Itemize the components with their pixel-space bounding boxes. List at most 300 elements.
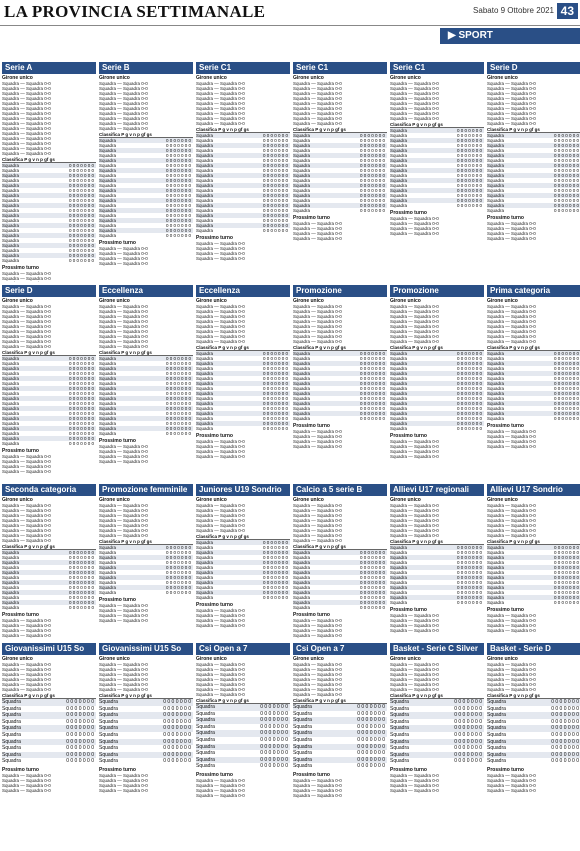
next-round-text: Squadra — Squadra 0-0	[99, 444, 148, 449]
team-name: Squadra	[196, 750, 215, 757]
team-name: Squadra	[2, 575, 20, 580]
team-name: Squadra	[293, 381, 311, 386]
page-number: 43	[557, 3, 578, 19]
next-round-text: Squadra — Squadra 0-0	[390, 613, 439, 618]
league-column	[293, 643, 387, 848]
table-row	[293, 744, 387, 751]
team-name: Squadra	[293, 208, 311, 213]
standings-table	[487, 133, 580, 213]
standings-header: Classifica P g v n p gf gs	[293, 345, 387, 351]
team-name: Squadra	[390, 366, 408, 371]
league-column	[196, 62, 290, 282]
team-stats: 0 0 0 0 0 0 0	[359, 366, 385, 371]
result-line: Squadra — Squadra 0-0	[390, 101, 439, 106]
results-row	[2, 285, 578, 481]
team-name: Squadra	[487, 376, 505, 381]
team-stats: 0 0 0 0 0 0 0	[68, 218, 94, 223]
team-stats: 0 0 0 0 0 0 0	[165, 575, 191, 580]
team-stats: 0 0 0 0 0 0 0	[553, 198, 579, 203]
team-stats: 0 0 0 0 0 0 0	[456, 396, 482, 401]
team-name: Squadra	[99, 718, 118, 725]
team-name: Squadra	[2, 431, 20, 436]
team-stats: 0 0 0 0 0 0 0	[260, 743, 288, 750]
result-line: Squadra — Squadra 0-0	[99, 81, 148, 86]
result-line: Squadra — Squadra 0-0	[99, 687, 148, 692]
next-round-label: Prossimo turno	[293, 612, 330, 618]
result-line: Squadra — Squadra 0-0	[390, 533, 439, 538]
team-stats: 0 0 0 0 0 0 0	[262, 371, 288, 376]
team-name: Squadra	[2, 361, 20, 366]
team-stats: 0 0 0 0 0 0 0	[165, 138, 191, 143]
table-row	[487, 706, 580, 713]
team-stats: 0 0 0 0 0 0 0	[262, 193, 288, 198]
table-row	[293, 704, 387, 711]
team-name: Squadra	[487, 138, 505, 143]
team-stats: 0 0 0 0 0 0 0	[454, 712, 482, 719]
table-row	[390, 699, 484, 706]
round-label: Girone unico	[2, 656, 33, 662]
team-stats: 0 0 0 0 0 0 0	[262, 396, 288, 401]
result-line: Squadra — Squadra 0-0	[196, 111, 245, 116]
team-name: Squadra	[196, 401, 214, 406]
result-line: Squadra — Squadra 0-0	[487, 116, 536, 121]
team-stats: 0 0 0 0 0 0 0	[165, 560, 191, 565]
team-name: Squadra	[293, 580, 311, 585]
result-line: Squadra — Squadra 0-0	[99, 667, 148, 672]
team-stats: 0 0 0 0 0 0 0	[163, 758, 191, 765]
team-stats: 0 0 0 0 0 0 0	[165, 173, 191, 178]
next-round-text: Squadra — Squadra 0-0	[196, 454, 245, 459]
result-line: Squadra — Squadra 0-0	[293, 324, 342, 329]
team-stats: 0 0 0 0 0 0 0	[165, 361, 191, 366]
round-label: Girone unico	[487, 75, 518, 81]
standings-header: Classifica P g v n p gf gs	[196, 127, 290, 133]
team-name: Squadra	[487, 193, 505, 198]
team-stats: 0 0 0 0 0 0 0	[68, 356, 94, 361]
team-name: Squadra	[2, 253, 20, 258]
next-round-label: Prossimo turno	[196, 771, 233, 778]
table-row	[390, 739, 484, 746]
next-round-label: Prossimo turno	[390, 766, 427, 773]
league-column	[293, 62, 387, 282]
team-stats: 0 0 0 0 0 0 0	[551, 705, 579, 712]
team-stats: 0 0 0 0 0 0 0	[359, 381, 385, 386]
team-name: Squadra	[99, 153, 117, 158]
team-stats: 0 0 0 0 0 0 0	[553, 356, 579, 361]
team-name: Squadra	[2, 705, 21, 712]
team-stats: 0 0 0 0 0 0 0	[454, 705, 482, 712]
result-line: Squadra — Squadra 0-0	[2, 126, 51, 131]
team-stats: 0 0 0 0 0 0 0	[456, 421, 482, 426]
next-round-text: Squadra — Squadra 0-0	[487, 613, 536, 618]
team-name: Squadra	[487, 391, 505, 396]
team-stats: 0 0 0 0 0 0 0	[456, 560, 482, 565]
table-row	[196, 228, 290, 233]
team-name: Squadra	[390, 545, 408, 550]
next-round-text	[2, 281, 96, 282]
team-name: Squadra	[2, 436, 20, 441]
team-stats: 0 0 0 0 0 0 0	[553, 580, 579, 585]
team-stats: 0 0 0 0 0 0 0	[262, 366, 288, 371]
team-name: Squadra	[487, 590, 505, 595]
team-name: Squadra	[487, 555, 505, 560]
round-label: Girone unico	[390, 75, 421, 81]
result-line: Squadra — Squadra 0-0	[2, 513, 51, 518]
league-title: Promozione	[390, 285, 484, 297]
team-name: Squadra	[99, 213, 117, 218]
result-line: Squadra — Squadra 0-0	[487, 687, 536, 692]
standings-header: Classifica P g v n p gf gs	[487, 127, 580, 133]
team-stats: 0 0 0 0 0 0 0	[553, 595, 579, 600]
result-line: Squadra — Squadra 0-0	[390, 96, 439, 101]
team-stats: 0 0 0 0 0 0 0	[262, 153, 288, 158]
team-name: Squadra	[196, 198, 214, 203]
team-name: Squadra	[2, 218, 20, 223]
team-stats: 0 0 0 0 0 0 0	[262, 555, 288, 560]
team-stats: 0 0 0 0 0 0 0	[357, 717, 385, 724]
team-stats: 0 0 0 0 0 0 0	[66, 718, 94, 725]
next-round-text: Squadra — Squadra 0-0	[2, 276, 51, 281]
next-round-label: Prossimo turno	[196, 235, 233, 241]
team-stats: 0 0 0 0 0 0 0	[262, 351, 288, 356]
team-name: Squadra	[2, 745, 21, 752]
next-round-text: Squadra — Squadra 0-0	[2, 464, 51, 469]
result-line: Squadra — Squadra 0-0	[99, 111, 148, 116]
team-name: Squadra	[390, 600, 408, 605]
league-title: Promozione	[293, 285, 387, 297]
team-name: Squadra	[293, 183, 311, 188]
team-name: Squadra	[2, 600, 20, 605]
league-column	[487, 643, 580, 848]
result-line: Squadra — Squadra 0-0	[487, 314, 536, 319]
team-name: Squadra	[390, 153, 408, 158]
result-line: Squadra — Squadra 0-0	[390, 309, 439, 314]
result-line: Squadra — Squadra 0-0	[99, 126, 148, 131]
team-name: Squadra	[390, 555, 408, 560]
next-round-text: Squadra — Squadra 0-0	[2, 772, 51, 778]
next-round-text: Squadra — Squadra 0-0	[390, 231, 439, 236]
team-name: Squadra	[293, 575, 311, 580]
result-line: Squadra — Squadra 0-0	[390, 314, 439, 319]
next-round-text: Squadra — Squadra 0-0	[293, 628, 342, 633]
team-name: Squadra	[487, 550, 505, 555]
team-name: Squadra	[196, 371, 214, 376]
team-name: Squadra	[2, 605, 20, 610]
result-line: Squadra — Squadra 0-0	[293, 667, 342, 672]
team-name: Squadra	[390, 168, 408, 173]
next-round-text: Squadra — Squadra 0-0	[293, 792, 342, 798]
result-line: Squadra — Squadra 0-0	[390, 116, 439, 121]
team-stats: 0 0 0 0 0 0 0	[359, 173, 385, 178]
team-stats: 0 0 0 0 0 0 0	[357, 756, 385, 763]
team-name: Squadra	[487, 366, 505, 371]
result-line: Squadra — Squadra 0-0	[293, 513, 342, 518]
result-line: Squadra — Squadra 0-0	[390, 319, 439, 324]
result-line: Squadra — Squadra 0-0	[99, 314, 148, 319]
team-name: Squadra	[390, 148, 408, 153]
team-stats: 0 0 0 0 0 0 0	[553, 173, 579, 178]
team-name: Squadra	[2, 193, 20, 198]
league-column	[390, 285, 484, 481]
team-name: Squadra	[2, 712, 21, 719]
league-column	[2, 285, 96, 481]
team-name: Squadra	[99, 550, 117, 555]
team-stats: 0 0 0 0 0 0 0	[359, 356, 385, 361]
league-title: Serie D	[487, 62, 580, 74]
team-name: Squadra	[2, 570, 20, 575]
team-name: Squadra	[487, 738, 506, 745]
team-name: Squadra	[487, 575, 505, 580]
team-name: Squadra	[99, 426, 117, 431]
result-line: Squadra — Squadra 0-0	[390, 304, 439, 309]
league-column	[99, 484, 193, 640]
next-round-text: Squadra — Squadra 0-0	[99, 782, 148, 788]
team-name: Squadra	[196, 213, 214, 218]
team-stats: 0 0 0 0 0 0 0	[551, 699, 579, 705]
result-line: Squadra — Squadra 0-0	[2, 508, 51, 513]
team-name: Squadra	[390, 371, 408, 376]
league-title: Juniores U19 Sondrio	[196, 484, 290, 496]
result-line: Squadra — Squadra 0-0	[487, 121, 536, 126]
team-name: Squadra	[293, 763, 312, 770]
team-name: Squadra	[293, 416, 311, 421]
result-line: Squadra — Squadra 0-0	[293, 533, 342, 538]
team-name: Squadra	[196, 158, 214, 163]
result-line: Squadra — Squadra 0-0	[293, 314, 342, 319]
standings-table	[196, 133, 290, 233]
result-line: Squadra — Squadra 0-0	[196, 329, 245, 334]
table-row	[487, 752, 580, 759]
team-stats: 0 0 0 0 0 0 0	[262, 590, 288, 595]
result-line: Squadra — Squadra 0-0	[99, 334, 148, 339]
team-stats: 0 0 0 0 0 0 0	[551, 738, 579, 745]
team-name: Squadra	[390, 401, 408, 406]
team-stats: 0 0 0 0 0 0 0	[165, 381, 191, 386]
team-name: Squadra	[196, 421, 214, 426]
team-name: Squadra	[293, 366, 311, 371]
team-name: Squadra	[293, 198, 311, 203]
result-line: Squadra — Squadra 0-0	[487, 503, 536, 508]
team-name: Squadra	[196, 208, 214, 213]
team-name: Squadra	[390, 560, 408, 565]
results-row	[2, 62, 578, 282]
team-stats: 0 0 0 0 0 0 0	[553, 391, 579, 396]
team-stats: 0 0 0 0 0 0 0	[165, 376, 191, 381]
page-header	[0, 0, 580, 26]
team-stats: 0 0 0 0 0 0 0	[454, 731, 482, 738]
team-stats: 0 0 0 0 0 0 0	[551, 725, 579, 732]
result-line: Squadra — Squadra 0-0	[2, 106, 51, 111]
team-name: Squadra	[293, 148, 311, 153]
team-stats: 0 0 0 0 0 0 0	[456, 143, 482, 148]
team-name: Squadra	[487, 545, 505, 550]
next-round-text: Squadra — Squadra 0-0	[99, 251, 148, 256]
team-stats: 0 0 0 0 0 0 0	[68, 198, 94, 203]
result-line: Squadra — Squadra 0-0	[390, 81, 439, 86]
next-round-text: Squadra — Squadra 0-0	[293, 623, 342, 628]
team-name: Squadra	[487, 168, 505, 173]
team-name: Squadra	[487, 183, 505, 188]
team-name: Squadra	[196, 710, 215, 717]
team-name: Squadra	[390, 396, 408, 401]
result-line: Squadra — Squadra 0-0	[196, 523, 245, 528]
next-round-text: Squadra — Squadra 0-0	[2, 787, 51, 793]
standings-table	[196, 351, 290, 431]
team-name: Squadra	[2, 731, 21, 738]
team-stats: 0 0 0 0 0 0 0	[553, 376, 579, 381]
team-name: Squadra	[99, 575, 117, 580]
league-title: Serie D	[2, 285, 96, 297]
team-stats: 0 0 0 0 0 0 0	[68, 188, 94, 193]
result-line: Squadra — Squadra 0-0	[487, 662, 536, 667]
table-row	[196, 595, 290, 600]
next-round-label: Prossimo turno	[196, 602, 233, 608]
result-line: Squadra — Squadra 0-0	[293, 319, 342, 324]
team-name: Squadra	[196, 560, 214, 565]
table-row	[2, 706, 96, 713]
round-label: Girone unico	[99, 75, 130, 81]
table-row	[487, 725, 580, 732]
team-name: Squadra	[2, 381, 20, 386]
team-stats: 0 0 0 0 0 0 0	[359, 183, 385, 188]
team-name: Squadra	[99, 168, 117, 173]
next-round-text: Squadra — Squadra 0-0	[390, 618, 439, 623]
result-line: Squadra — Squadra 0-0	[487, 508, 536, 513]
team-name: Squadra	[487, 731, 506, 738]
table-row	[99, 431, 193, 436]
result-line: Squadra — Squadra 0-0	[293, 96, 342, 101]
team-stats: 0 0 0 0 0 0 0	[165, 391, 191, 396]
standings-table	[390, 351, 484, 431]
result-line: Squadra — Squadra 0-0	[487, 334, 536, 339]
team-stats: 0 0 0 0 0 0 0	[163, 738, 191, 745]
team-stats: 0 0 0 0 0 0 0	[262, 163, 288, 168]
team-stats: 0 0 0 0 0 0 0	[68, 208, 94, 213]
next-round-text: Squadra — Squadra 0-0	[99, 246, 148, 251]
team-stats: 0 0 0 0 0 0 0	[68, 590, 94, 595]
next-round-text: Squadra — Squadra 0-0	[293, 444, 342, 449]
next-round-label: Prossimo turno	[99, 240, 136, 246]
team-name: Squadra	[487, 745, 506, 752]
next-round-text: Squadra — Squadra 0-0	[487, 628, 536, 633]
team-name: Squadra	[2, 595, 20, 600]
table-row	[2, 441, 96, 446]
next-round-text: Squadra — Squadra 0-0	[196, 787, 245, 793]
team-stats: 0 0 0 0 0 0 0	[68, 178, 94, 183]
team-name: Squadra	[99, 198, 117, 203]
team-stats: 0 0 0 0 0 0 0	[66, 738, 94, 745]
team-name: Squadra	[293, 153, 311, 158]
team-name: Squadra	[293, 386, 311, 391]
result-line: Squadra — Squadra 0-0	[196, 319, 245, 324]
team-stats: 0 0 0 0 0 0 0	[359, 361, 385, 366]
team-stats: 0 0 0 0 0 0 0	[262, 218, 288, 223]
result-line: Squadra — Squadra 0-0	[293, 677, 342, 682]
result-line: Squadra — Squadra 0-0	[390, 667, 439, 672]
team-name: Squadra	[487, 699, 506, 705]
standings-table	[293, 133, 387, 213]
league-column	[487, 62, 580, 282]
team-stats: 0 0 0 0 0 0 0	[262, 401, 288, 406]
result-line: Squadra — Squadra 0-0	[487, 106, 536, 111]
round-label: Girone unico	[390, 497, 421, 503]
team-stats: 0 0 0 0 0 0 0	[456, 158, 482, 163]
team-stats: 0 0 0 0 0 0 0	[68, 555, 94, 560]
table-row	[390, 732, 484, 739]
team-name: Squadra	[2, 411, 20, 416]
team-name: Squadra	[390, 738, 409, 745]
team-stats: 0 0 0 0 0 0 0	[68, 233, 94, 238]
team-name: Squadra	[2, 406, 20, 411]
team-stats: 0 0 0 0 0 0 0	[456, 580, 482, 585]
team-name: Squadra	[99, 371, 117, 376]
team-name: Squadra	[390, 381, 408, 386]
result-line: Squadra — Squadra 0-0	[487, 86, 536, 91]
result-line: Squadra — Squadra 0-0	[390, 662, 439, 667]
team-stats: 0 0 0 0 0 0 0	[262, 213, 288, 218]
result-line: Squadra — Squadra 0-0	[99, 513, 148, 518]
team-name: Squadra	[99, 560, 117, 565]
result-line: Squadra — Squadra 0-0	[196, 503, 245, 508]
round-label: Girone unico	[487, 298, 518, 304]
team-stats: 0 0 0 0 0 0 0	[359, 391, 385, 396]
team-name: Squadra	[99, 411, 117, 416]
result-line: Squadra — Squadra 0-0	[487, 682, 536, 687]
team-name: Squadra	[196, 193, 214, 198]
standings-header: Classifica P g v n p gf gs	[390, 539, 484, 545]
team-stats: 0 0 0 0 0 0 0	[359, 411, 385, 416]
team-stats: 0 0 0 0 0 0 0	[66, 699, 94, 705]
team-name: Squadra	[390, 406, 408, 411]
table-row	[487, 416, 580, 421]
team-name: Squadra	[196, 736, 215, 743]
result-line: Squadra — Squadra 0-0	[390, 91, 439, 96]
team-name: Squadra	[99, 406, 117, 411]
team-stats: 0 0 0 0 0 0 0	[551, 731, 579, 738]
team-stats: 0 0 0 0 0 0 0	[553, 575, 579, 580]
table-row	[293, 737, 387, 744]
team-stats: 0 0 0 0 0 0 0	[359, 178, 385, 183]
team-stats: 0 0 0 0 0 0 0	[165, 213, 191, 218]
team-stats: 0 0 0 0 0 0 0	[165, 183, 191, 188]
result-line: Squadra — Squadra 0-0	[99, 662, 148, 667]
team-stats: 0 0 0 0 0 0 0	[359, 406, 385, 411]
team-name: Squadra	[293, 736, 312, 743]
result-line: Squadra — Squadra 0-0	[196, 304, 245, 309]
team-name: Squadra	[487, 356, 505, 361]
team-name: Squadra	[293, 550, 311, 555]
team-name: Squadra	[2, 371, 20, 376]
team-name: Squadra	[487, 600, 505, 605]
table-row	[99, 725, 193, 732]
team-name: Squadra	[390, 575, 408, 580]
result-line: Squadra — Squadra 0-0	[2, 319, 51, 324]
table-row	[390, 706, 484, 713]
result-line: Squadra — Squadra 0-0	[487, 528, 536, 533]
team-name: Squadra	[487, 178, 505, 183]
team-name: Squadra	[2, 725, 21, 732]
team-stats: 0 0 0 0 0 0 0	[165, 411, 191, 416]
next-round-text: Squadra — Squadra 0-0	[487, 618, 536, 623]
next-round-text: Squadra — Squadra 0-0	[196, 444, 245, 449]
standings-header: Classifica P g v n p gf gs	[196, 698, 290, 704]
team-stats: 0 0 0 0 0 0 0	[359, 168, 385, 173]
team-stats: 0 0 0 0 0 0 0	[456, 153, 482, 158]
team-name: Squadra	[390, 590, 408, 595]
team-name: Squadra	[487, 148, 505, 153]
team-name: Squadra	[99, 361, 117, 366]
team-name: Squadra	[390, 421, 408, 426]
